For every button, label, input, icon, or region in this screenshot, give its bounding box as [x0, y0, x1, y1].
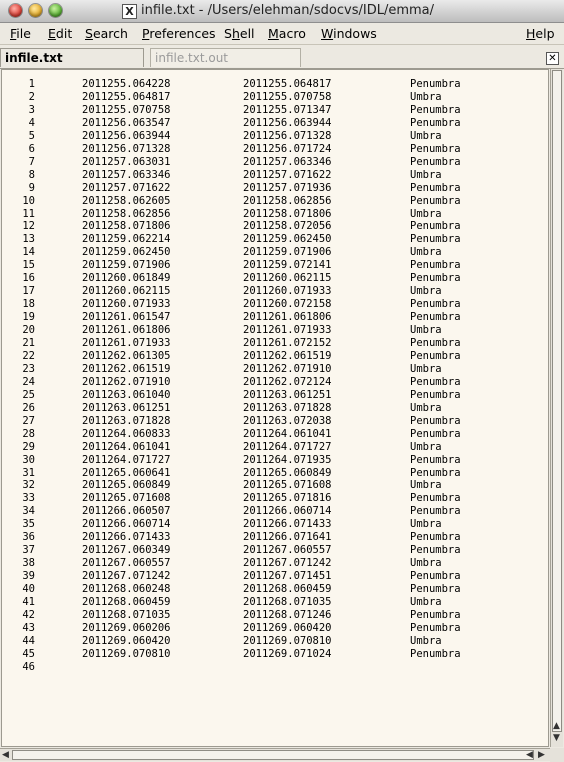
start-time: 2011268.060459 — [82, 596, 171, 608]
line-number: 34 — [22, 505, 35, 518]
end-time: 2011269.060420 — [243, 621, 332, 634]
start-time: 2011262.071910 — [82, 375, 171, 388]
menu-search[interactable]: Search — [85, 26, 128, 41]
start-time: 2011267.060349 — [82, 544, 171, 557]
start-time: 2011266.060507 — [82, 505, 171, 518]
end-time: 2011264.071727 — [243, 440, 332, 453]
end-time: 2011255.071347 — [243, 103, 332, 116]
shadow-type: Umbra — [410, 362, 442, 375]
shadow-type: Umbra — [410, 129, 442, 142]
end-time: 2011266.071641 — [243, 531, 332, 544]
line-number: 31 — [22, 466, 35, 479]
end-time: 2011263.072038 — [243, 414, 332, 427]
end-time: 2011268.071246 — [243, 608, 332, 621]
shadow-type: Umbra — [410, 168, 442, 181]
line-number: 38 — [22, 557, 35, 570]
start-time: 2011258.062605 — [82, 194, 171, 207]
line-number: 10 — [22, 194, 35, 207]
end-time: 2011262.071910 — [243, 362, 332, 375]
shadow-type: Penumbra — [410, 583, 461, 596]
end-time: 2011261.072152 — [243, 337, 332, 349]
menu-bar — [0, 23, 564, 45]
scroll-right-icon[interactable]: ▶ — [538, 750, 545, 760]
line-number: 5 — [28, 129, 35, 142]
line-number: 18 — [22, 298, 35, 311]
shadow-type: Penumbra — [410, 414, 461, 427]
close-window-button[interactable] — [9, 4, 22, 17]
horizontal-scroll-thumb[interactable] — [12, 750, 534, 760]
start-time: 2011260.062115 — [82, 285, 171, 298]
shadow-type: Umbra — [410, 285, 442, 298]
scroll-up-icon[interactable]: ▲ — [553, 721, 560, 731]
line-number: 43 — [22, 621, 35, 634]
line-number: 6 — [28, 142, 35, 155]
shadow-type: Umbra — [410, 246, 442, 259]
line-number: 33 — [22, 492, 35, 505]
shadow-type: Penumbra — [410, 531, 461, 544]
shadow-type: Umbra — [410, 90, 442, 103]
end-time: 2011267.060557 — [243, 544, 332, 557]
line-number: 23 — [22, 362, 35, 375]
end-time: 2011257.071936 — [243, 181, 332, 194]
line-number: 17 — [22, 285, 35, 298]
line-number: 14 — [22, 246, 35, 259]
shadow-type: Penumbra — [410, 505, 461, 518]
line-number: 39 — [22, 570, 35, 583]
shadow-type: Penumbra — [410, 453, 461, 466]
tab-infile-txt[interactable]: infile.txt — [0, 48, 144, 67]
line-number: 36 — [22, 531, 35, 544]
shadow-type: Penumbra — [410, 492, 461, 505]
shadow-type: Penumbra — [410, 427, 461, 440]
shadow-type: Penumbra — [410, 194, 461, 207]
start-time: 2011266.071433 — [82, 531, 171, 544]
end-time: 2011259.071906 — [243, 246, 332, 259]
shadow-type: Umbra — [410, 440, 442, 453]
window-title: infile.txt - /Users/elehman/sdocvs/IDL/emma/ — [141, 3, 434, 18]
shadow-type: Umbra — [410, 596, 442, 608]
start-time: 2011257.071622 — [82, 181, 171, 194]
shadow-type: Penumbra — [410, 311, 461, 324]
shadow-type: Penumbra — [410, 375, 461, 388]
start-time: 2011257.063031 — [82, 155, 171, 168]
end-time: 2011258.062856 — [243, 194, 332, 207]
shadow-type: Penumbra — [410, 233, 461, 246]
line-number: 19 — [22, 311, 35, 324]
line-number: 41 — [22, 596, 35, 608]
horizontal-scrollbar[interactable] — [0, 748, 550, 761]
shadow-type: Penumbra — [410, 388, 461, 401]
end-time: 2011269.071024 — [243, 647, 332, 660]
end-time: 2011255.064817 — [243, 78, 332, 90]
start-time: 2011261.071933 — [82, 337, 171, 349]
menu-file[interactable]: File — [10, 26, 31, 41]
shadow-type: Penumbra — [410, 298, 461, 311]
vertical-scrollbar[interactable] — [550, 69, 563, 747]
line-number: 11 — [22, 207, 35, 220]
menu-help[interactable]: Help — [526, 26, 555, 41]
start-time: 2011267.060557 — [82, 557, 171, 570]
close-icon[interactable]: ✕ — [546, 52, 559, 65]
start-time: 2011259.062450 — [82, 246, 171, 259]
x11-icon: X — [122, 4, 137, 19]
end-time: 2011256.063944 — [243, 116, 332, 129]
line-number: 13 — [22, 233, 35, 246]
zoom-window-button[interactable] — [49, 4, 62, 17]
menu-macro[interactable]: Macro — [268, 26, 306, 41]
line-number: 8 — [28, 168, 35, 181]
shadow-type: Penumbra — [410, 544, 461, 557]
end-time: 2011257.071622 — [243, 168, 332, 181]
end-time: 2011267.071242 — [243, 557, 332, 570]
tab-infile-txt-out[interactable]: infile.txt.out — [150, 48, 301, 67]
end-time: 2011262.072124 — [243, 375, 332, 388]
end-time: 2011260.072158 — [243, 298, 332, 311]
line-number: 46 — [22, 660, 35, 673]
line-number: 7 — [28, 155, 35, 168]
line-number: 22 — [22, 349, 35, 362]
start-time: 2011268.071035 — [82, 608, 171, 621]
start-time: 2011262.061519 — [82, 362, 171, 375]
start-time: 2011265.060641 — [82, 466, 171, 479]
start-time: 2011255.064228 — [82, 78, 171, 90]
end-time: 2011258.072056 — [243, 220, 332, 233]
start-time: 2011256.071328 — [82, 142, 171, 155]
start-time: 2011268.060248 — [82, 583, 171, 596]
line-number: 15 — [22, 259, 35, 272]
start-time: 2011261.061547 — [82, 311, 171, 324]
end-time: 2011257.063346 — [243, 155, 332, 168]
shadow-type: Penumbra — [410, 181, 461, 194]
start-time: 2011263.061040 — [82, 388, 171, 401]
shadow-type: Penumbra — [410, 116, 461, 129]
shadow-type: Umbra — [410, 557, 442, 570]
shadow-type: Penumbra — [410, 466, 461, 479]
shadow-type: Penumbra — [410, 337, 461, 349]
line-number: 28 — [22, 427, 35, 440]
menu-shell[interactable]: Shell — [224, 26, 255, 41]
start-time: 2011267.071242 — [82, 570, 171, 583]
start-time: 2011261.061806 — [82, 324, 171, 337]
start-time: 2011263.061251 — [82, 401, 171, 414]
start-time: 2011259.071906 — [82, 259, 171, 272]
end-time: 2011265.060849 — [243, 466, 332, 479]
line-number: 1 — [28, 78, 35, 90]
shadow-type: Penumbra — [410, 570, 461, 583]
end-time: 2011261.071933 — [243, 324, 332, 337]
shadow-type: Penumbra — [410, 142, 461, 155]
shadow-type: Penumbra — [410, 608, 461, 621]
line-number: 9 — [28, 181, 35, 194]
resize-corner[interactable] — [550, 748, 564, 762]
shadow-type: Umbra — [410, 634, 442, 647]
shadow-type: Penumbra — [410, 647, 461, 660]
line-number: 35 — [22, 518, 35, 531]
line-number: 42 — [22, 608, 35, 621]
start-time: 2011269.070810 — [82, 647, 171, 660]
shadow-type: Umbra — [410, 479, 442, 492]
scroll-left-icon[interactable]: ◀ — [2, 750, 9, 760]
line-number: 32 — [22, 479, 35, 492]
shadow-type: Umbra — [410, 207, 442, 220]
end-time: 2011264.071935 — [243, 453, 332, 466]
start-time: 2011269.060420 — [82, 634, 171, 647]
end-time: 2011266.071433 — [243, 518, 332, 531]
end-time: 2011265.071608 — [243, 479, 332, 492]
shadow-type: Penumbra — [410, 220, 461, 233]
end-time: 2011263.071828 — [243, 401, 332, 414]
end-time: 2011255.070758 — [243, 90, 332, 103]
shadow-type: Umbra — [410, 324, 442, 337]
end-time: 2011263.061251 — [243, 388, 332, 401]
end-time: 2011259.062450 — [243, 233, 332, 246]
start-time: 2011263.071828 — [82, 414, 171, 427]
start-time: 2011259.062214 — [82, 233, 171, 246]
start-time: 2011265.071608 — [82, 492, 171, 505]
start-time: 2011255.070758 — [82, 103, 171, 116]
end-time: 2011256.071328 — [243, 129, 332, 142]
line-number: 24 — [22, 375, 35, 388]
start-time: 2011264.061041 — [82, 440, 171, 453]
scroll-left-icon-2[interactable]: ◀ — [526, 750, 533, 760]
line-number: 25 — [22, 388, 35, 401]
start-time: 2011264.071727 — [82, 453, 171, 466]
menu-windows[interactable]: Windows — [321, 26, 377, 41]
minimize-window-button[interactable] — [29, 4, 42, 17]
line-number: 40 — [22, 583, 35, 596]
line-number: 3 — [28, 103, 35, 116]
end-time: 2011267.071451 — [243, 570, 332, 583]
line-number: 4 — [28, 116, 35, 129]
end-time: 2011260.062115 — [243, 272, 332, 285]
start-time: 2011260.061849 — [82, 272, 171, 285]
start-time: 2011257.063346 — [82, 168, 171, 181]
line-number: 16 — [22, 272, 35, 285]
start-time: 2011265.060849 — [82, 479, 171, 492]
line-number: 30 — [22, 453, 35, 466]
start-time: 2011255.064817 — [82, 90, 171, 103]
shadow-type: Umbra — [410, 401, 442, 414]
text-editor[interactable] — [1, 69, 549, 747]
shadow-type: Penumbra — [410, 621, 461, 634]
shadow-type: Penumbra — [410, 349, 461, 362]
end-time: 2011266.060714 — [243, 505, 332, 518]
line-number: 45 — [22, 647, 35, 660]
start-time: 2011262.061305 — [82, 349, 171, 362]
end-time: 2011260.071933 — [243, 285, 332, 298]
end-time: 2011269.070810 — [243, 634, 332, 647]
start-time: 2011260.071933 — [82, 298, 171, 311]
shadow-type: Penumbra — [410, 259, 461, 272]
line-number: 2 — [28, 90, 35, 103]
shadow-type: Penumbra — [410, 155, 461, 168]
end-time: 2011265.071816 — [243, 492, 332, 505]
start-time: 2011264.060833 — [82, 427, 171, 440]
line-number: 27 — [22, 414, 35, 427]
line-number: 26 — [22, 401, 35, 414]
start-time: 2011258.062856 — [82, 207, 171, 220]
end-time: 2011268.060459 — [243, 583, 332, 596]
line-number: 12 — [22, 220, 35, 233]
end-time: 2011264.061041 — [243, 427, 332, 440]
shadow-type: Penumbra — [410, 103, 461, 116]
end-time: 2011258.071806 — [243, 207, 332, 220]
start-time: 2011256.063944 — [82, 129, 171, 142]
start-time: 2011266.060714 — [82, 518, 171, 531]
start-time: 2011256.063547 — [82, 116, 171, 129]
line-number: 21 — [22, 337, 35, 349]
end-time: 2011268.071035 — [243, 596, 332, 608]
menu-preferences[interactable]: Preferences — [142, 26, 216, 41]
end-time: 2011259.072141 — [243, 259, 332, 272]
menu-edit[interactable]: Edit — [48, 26, 73, 41]
end-time: 2011262.061519 — [243, 349, 332, 362]
line-number: 29 — [22, 440, 35, 453]
scroll-down-icon[interactable]: ▼ — [553, 733, 560, 743]
start-time: 2011258.071806 — [82, 220, 171, 233]
shadow-type: Penumbra — [410, 78, 461, 90]
title-bar — [0, 0, 564, 23]
end-time: 2011261.061806 — [243, 311, 332, 324]
start-time: 2011269.060206 — [82, 621, 171, 634]
line-number: 37 — [22, 544, 35, 557]
vertical-scroll-thumb[interactable] — [552, 70, 562, 732]
line-number: 44 — [22, 634, 35, 647]
shadow-type: Penumbra — [410, 272, 461, 285]
tab-bar — [0, 46, 564, 69]
shadow-type: Umbra — [410, 518, 442, 531]
end-time: 2011256.071724 — [243, 142, 332, 155]
line-number: 20 — [22, 324, 35, 337]
